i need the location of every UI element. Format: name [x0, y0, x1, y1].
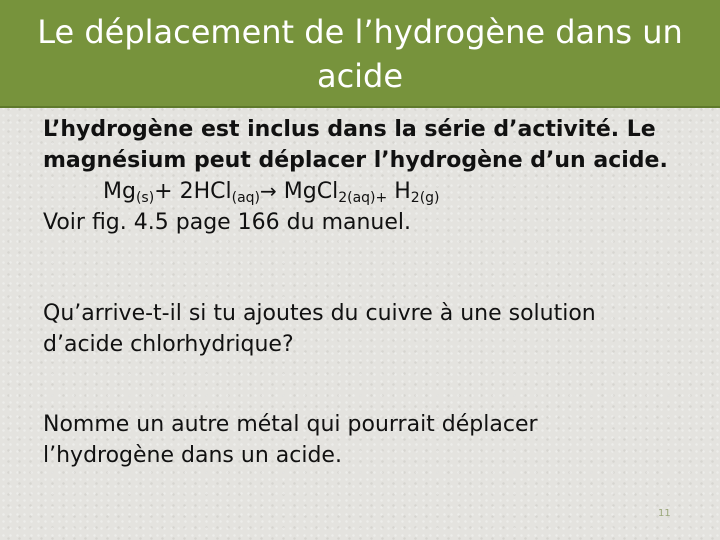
reaction-arrow-icon: → — [260, 179, 277, 203]
hcl-state: (aq) — [231, 190, 261, 206]
mgcl2-term: MgCl — [276, 179, 339, 204]
question-2-line-1: Nomme un autre métal qui pourrait déplacer — [43, 412, 538, 437]
title-line-2: acide — [316, 57, 404, 95]
textbook-reference: Voir fig. 4.5 page 166 du manuel. — [43, 210, 412, 235]
question-2-line-2: l’hydrogène dans un acide. — [43, 443, 342, 468]
hcl-term: + 2HCl — [154, 179, 232, 204]
chemical-equation — [43, 176, 703, 207]
intro-line-2: magnésium peut déplacer l’hydrogène d’un acide. — [43, 148, 668, 173]
title-line-1: Le déplacement de l’hydrogène dans un — [37, 13, 683, 51]
h2-state: 2(g) — [410, 190, 440, 206]
mg-symbol: Mg — [103, 179, 136, 204]
mgcl2-state: 2(aq)+ — [338, 190, 388, 206]
question-1-line-2: d’acide chlorhydrique? — [43, 332, 294, 357]
slide-body — [43, 114, 703, 471]
question-1-line-1: Qu’arrive-t-il si tu ajoutes du cuivre à une solution — [43, 301, 596, 326]
intro-line-1: L’hydrogène est inclus dans la série d’activité. Le — [43, 117, 656, 142]
slide-title — [0, 0, 720, 108]
mg-state: (s) — [135, 190, 155, 206]
h2-term: H — [387, 179, 411, 204]
page-number: 11 — [658, 508, 671, 519]
